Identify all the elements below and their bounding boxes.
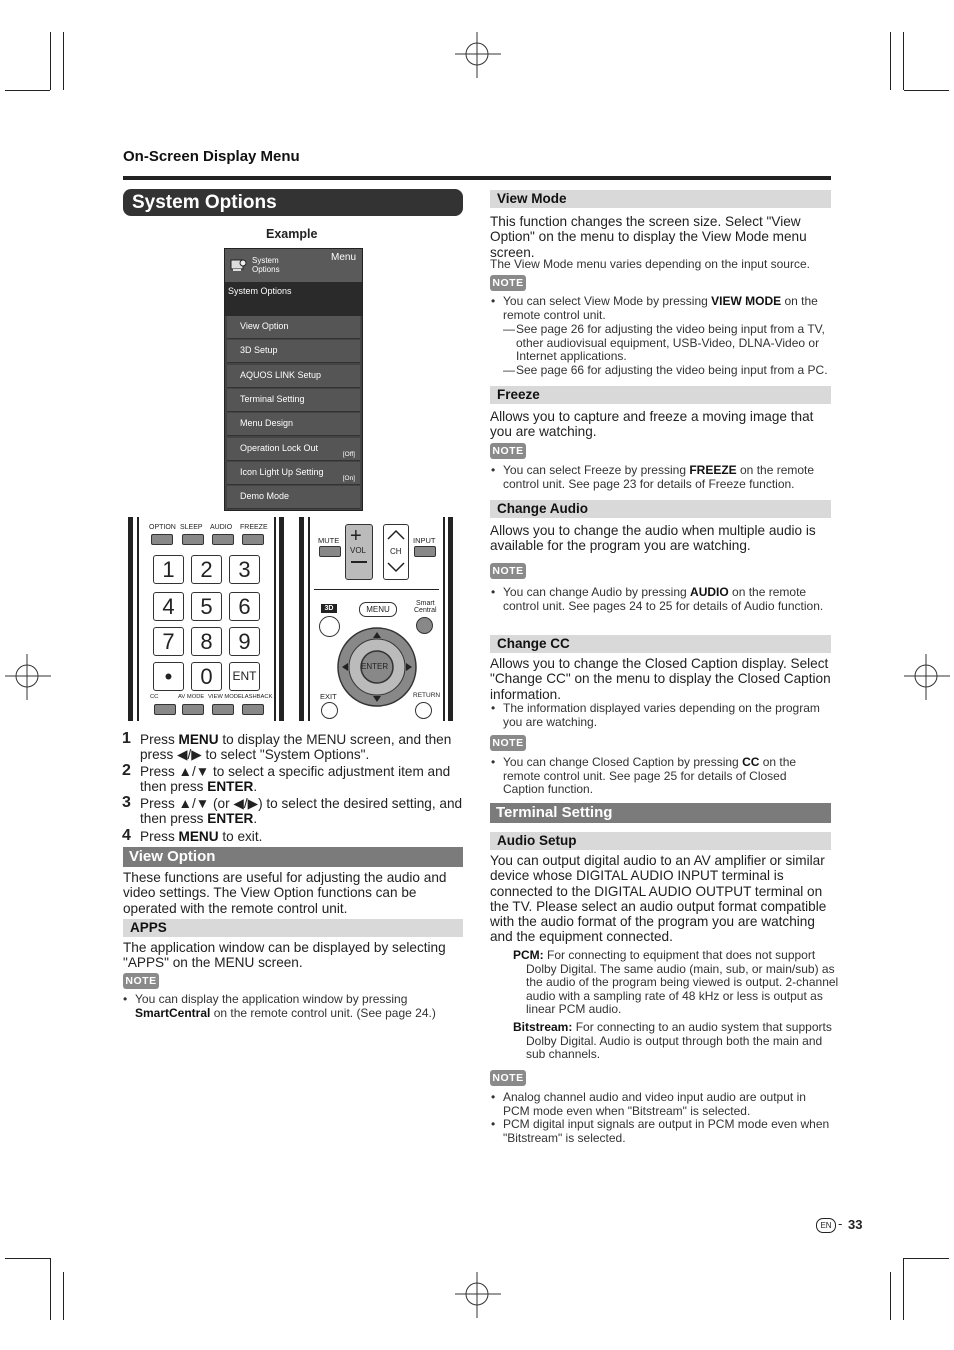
menu-item[interactable] <box>227 486 360 509</box>
menu-example <box>224 248 363 511</box>
step-text: to exit. <box>218 829 263 844</box>
page-title: System Options <box>123 189 463 216</box>
freeze-text: Allows you to capture and freeze a moving image that you are watching. <box>490 409 814 440</box>
remote-key[interactable]: 1 <box>153 555 184 584</box>
remote-top-button[interactable] <box>212 534 234 545</box>
step-item <box>122 794 464 827</box>
view-mode-text: This function changes the screen size. Select "View Option" on the menu to display the View Mode menu screen. <box>490 214 807 260</box>
remote-key[interactable]: 7 <box>153 627 184 656</box>
menu-item-value: [On] <box>342 474 355 482</box>
change-cc-bullet: • The information displayed varies depending on the program you are watching. <box>491 701 820 729</box>
menu-icon-label: System Options <box>252 256 280 274</box>
remote-bottom-label: AV MODE <box>178 694 205 700</box>
chevron-down-icon <box>387 561 405 573</box>
terminal-setting-heading: Terminal Setting <box>490 803 831 823</box>
change-cc-note: • You can change Closed Caption by pressing CC on the remote control unit. See page 25 for details of Closed Caption function. <box>491 755 797 797</box>
system-options-icon <box>230 257 248 273</box>
freeze-heading: Freeze <box>490 386 831 404</box>
bitstream-description: Bitstream: For connecting to an audio system that supports Dolby Digital. Audio is output through both the main and sub channels. <box>513 1020 832 1062</box>
remote-bottom-label: VIEW MODE <box>208 694 242 700</box>
step-key: MENU <box>178 732 219 747</box>
remote-key[interactable]: 9 <box>229 627 260 656</box>
menu-item-label: Icon Light Up Setting <box>240 466 324 477</box>
menu-header <box>225 249 362 282</box>
menu-item[interactable] <box>227 316 360 339</box>
menu-item-label: AQUOS LINK Setup <box>240 369 322 380</box>
vol-rocker[interactable]: + VOL <box>345 524 373 580</box>
remote-bottom-button[interactable] <box>212 704 234 715</box>
menu-corner-label: Menu <box>330 252 356 263</box>
return-label: RETURN <box>413 692 441 699</box>
header-rule <box>123 176 831 180</box>
remote-bottom-label: CC <box>150 694 159 700</box>
view-option-heading: View Option <box>123 847 463 867</box>
step-text: to display the MENU screen, and then press ◀/▶ to select "System Options". <box>140 732 452 763</box>
remote-key[interactable]: 4 <box>153 592 184 621</box>
remote-key[interactable]: 2 <box>191 555 222 584</box>
note-label: NOTE <box>490 275 526 291</box>
menu-item[interactable] <box>227 389 360 412</box>
menu-item-label: Demo Mode <box>240 491 290 502</box>
mute-label: MUTE <box>318 536 340 545</box>
registration-mark-right <box>904 654 950 700</box>
note-label: NOTE <box>490 443 526 459</box>
menu-item-label: View Option <box>240 321 289 331</box>
view-mode-heading: View Mode <box>490 190 831 208</box>
smart-central-label: Smart Central <box>414 600 437 614</box>
step-key: ENTER <box>207 779 254 795</box>
step-text: Press ▲/▼ (or ◀/▶) to select the desired setting, and then press <box>140 796 463 827</box>
change-cc-text: Allows you to change the Closed Caption display. Select "Change CC" on the menu to display the Closed Caption information. <box>490 656 831 702</box>
step-number: 3 <box>122 794 131 811</box>
registration-mark-top <box>455 32 501 78</box>
page-number: 33 <box>848 1217 863 1232</box>
chevron-up-icon <box>387 529 405 541</box>
menu-item-label: Menu Design <box>240 418 294 429</box>
remote-keypad <box>128 517 286 721</box>
menu-item-value: [Off] <box>342 450 355 458</box>
registration-mark-left <box>5 654 51 700</box>
mute-button[interactable] <box>319 546 341 557</box>
remote-top-label: SLEEP <box>180 524 203 531</box>
smart-central-button[interactable] <box>416 617 433 634</box>
step-key: MENU <box>178 829 219 844</box>
step-text: Press <box>140 829 179 844</box>
exit-button[interactable] <box>321 702 338 719</box>
remote-key[interactable]: 8 <box>191 627 222 656</box>
apps-heading: APPS <box>123 919 463 937</box>
footer-separator: - <box>838 1216 843 1231</box>
3d-label: 3D <box>321 604 337 613</box>
freeze-note: • You can select Freeze by pressing FREEZE on the remote control unit. See page 23 for details of Freeze function. <box>491 463 815 491</box>
view-mode-small: The View Mode menu varies depending on the input source. <box>490 257 810 271</box>
menu-item[interactable] <box>227 438 360 461</box>
view-option-text: These functions are useful for adjusting the audio and video settings. The View Option functions can be operated with the remote control unit. <box>123 870 447 916</box>
enter-button-label: ENTER <box>361 662 389 671</box>
apps-text: The application window can be displayed by selecting "APPS" on the MENU screen. <box>123 940 446 971</box>
remote-bottom-button[interactable] <box>182 704 204 715</box>
remote-key[interactable]: 3 <box>229 555 260 584</box>
menu-item[interactable] <box>227 340 360 363</box>
menu-heading: System Options <box>228 286 292 296</box>
example-label: Example <box>266 227 318 241</box>
menu-item[interactable] <box>227 462 360 485</box>
view-mode-note: • You can select View Mode by pressing VIEW MODE on the remote control unit. <box>491 294 818 322</box>
menu-heading-row <box>225 282 362 316</box>
terminal-note-2: • PCM digital input signals are output in PCM mode even when "Bitstream" is selected. <box>491 1117 830 1145</box>
remote-top-label: FREEZE <box>240 524 268 531</box>
step-item <box>122 827 464 844</box>
audio-setup-text: You can output digital audio to an AV amplifier or similar device whose DIGITAL AUDIO INPUT terminal is connected to the DIGITAL AUDIO OUTPUT terminal on the TV. Please select an audio output format compatible with the audio format of the program you are watching and the equipment connected. <box>490 853 827 945</box>
terminal-note-1: • Analog channel audio and video input audio are output in PCM mode even when "Bitstream" is selected. <box>491 1090 806 1118</box>
note-label: NOTE <box>490 1070 526 1086</box>
remote-top-button[interactable] <box>151 534 173 545</box>
remote-key[interactable]: 6 <box>229 592 260 621</box>
input-button[interactable] <box>414 546 436 557</box>
remote-bottom-button[interactable] <box>242 704 264 715</box>
remote-navigation <box>299 517 454 721</box>
view-mode-dash-1: — See page 26 for adjusting the video being input from a TV, other audiovisual equipment, USB-Video, DLNA-Video or Internet applications. <box>503 322 825 364</box>
return-button[interactable] <box>415 702 432 719</box>
change-cc-heading: Change CC <box>490 635 831 653</box>
step-text: Press <box>140 732 179 747</box>
note-label: NOTE <box>490 735 526 751</box>
step-number: 4 <box>122 827 131 844</box>
ch-rocker[interactable]: CH <box>383 524 409 580</box>
section-header: On-Screen Display Menu <box>123 148 300 165</box>
remote-bottom-label: FLASHBACK <box>238 694 273 700</box>
step-text: . <box>253 811 258 827</box>
step-text: . <box>253 779 258 795</box>
remote-bottom-button[interactable] <box>154 704 176 715</box>
menu-item-label: 3D Setup <box>240 345 278 356</box>
menu-item-label: Terminal Setting <box>240 393 305 404</box>
language-badge: EN <box>816 1218 836 1233</box>
step-number: 2 <box>122 762 131 779</box>
input-label: INPUT <box>413 536 436 545</box>
change-audio-text: Allows you to change the audio when multiple audio is available for the program you are watching. <box>490 523 816 554</box>
remote-key[interactable]: 5 <box>191 592 222 621</box>
remote-key[interactable]: ENT <box>229 662 260 691</box>
change-audio-note: • You can change Audio by pressing AUDIO on the remote control unit. See pages 24 to 25 for details of Audio function. <box>491 585 824 613</box>
remote-top-label: OPTION <box>149 524 176 531</box>
registration-mark-bottom <box>455 1272 501 1318</box>
step-item <box>122 762 464 795</box>
step-number: 1 <box>122 730 131 747</box>
menu-item[interactable] <box>227 365 360 388</box>
audio-setup-heading: Audio Setup <box>490 832 831 850</box>
menu-button[interactable]: MENU <box>359 602 397 617</box>
note-label: NOTE <box>490 563 526 579</box>
step-item <box>122 730 464 763</box>
remote-key[interactable]: 0 <box>191 662 222 691</box>
note-label: NOTE <box>123 973 159 989</box>
menu-item-label: Operation Lock Out <box>240 442 319 453</box>
exit-label: EXIT <box>320 692 337 701</box>
pcm-description: PCM: For connecting to equipment that does not support Dolby Digital. The same audio (main, sub, or main/sub) as the audio of the program being viewed is output. 2-channel audio with a sampling rate of 48 kHz or less is output as linear PCM audio. <box>513 948 839 1017</box>
remote-top-button[interactable] <box>182 534 204 545</box>
remote-key[interactable]: • <box>153 662 184 691</box>
step-text: Press ▲/▼ to select a specific adjustment item and then press <box>140 764 451 795</box>
menu-item[interactable] <box>227 413 360 436</box>
step-key: ENTER <box>207 811 254 827</box>
change-audio-heading: Change Audio <box>490 500 831 518</box>
view-mode-dash-2: — See page 66 for adjusting the video being input from a PC. <box>503 363 828 377</box>
remote-top-label: AUDIO <box>210 524 233 531</box>
remote-top-button[interactable] <box>242 534 264 545</box>
apps-note: • You can display the application window by pressing SmartCentral on the remote control unit. (See page 24.) <box>123 992 436 1020</box>
